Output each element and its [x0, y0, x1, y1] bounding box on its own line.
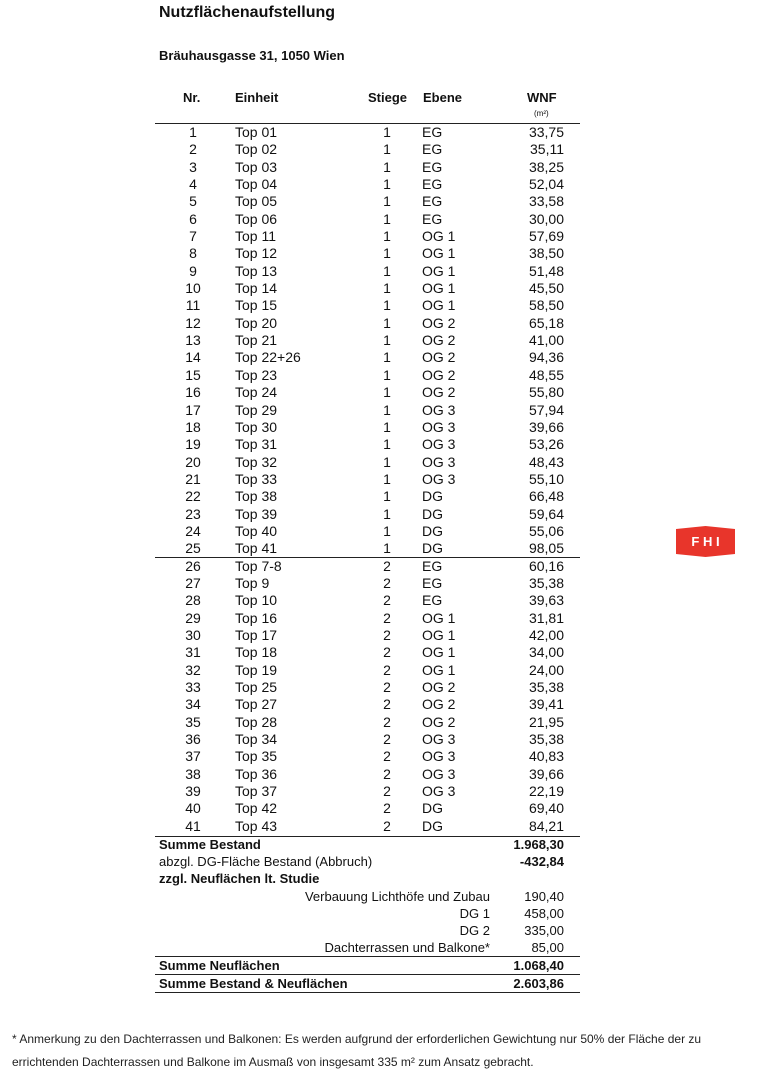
cell-nr: 1: [189, 124, 197, 140]
cell-wnf: 40,83: [528, 748, 564, 765]
cell-wnf: 35,38: [528, 679, 564, 695]
cell-wnf: 38,25: [528, 158, 564, 175]
cell-stiege: 2: [383, 679, 391, 695]
table-row: [155, 558, 580, 575]
address: Bräuhausgasse 31, 1050 Wien: [159, 48, 345, 63]
cell-wnf: 30,00: [528, 210, 564, 227]
cell-ebene: DG: [422, 800, 443, 817]
page-title: Nutzflächenaufstellung: [159, 4, 336, 21]
table-row: [155, 297, 580, 314]
cell-ebene: OG 2: [422, 696, 456, 713]
cell-stiege: 2: [383, 817, 391, 834]
cell-wnf: 59,64: [528, 505, 564, 522]
cell-wnf: 94,36: [528, 349, 564, 366]
cell-nr: 37: [185, 748, 201, 765]
cell-wnf: 31,81: [528, 609, 564, 626]
cell-stiege: 1: [383, 522, 391, 539]
cell-wnf: 60,16: [528, 557, 564, 574]
logo-text: F H I: [691, 534, 720, 549]
cell-nr: 29: [185, 609, 201, 626]
cell-nr: 8: [189, 245, 197, 262]
cell-einheit: Top 06: [235, 210, 278, 227]
neu-item-value: 85,00: [531, 940, 564, 955]
table-row: [155, 696, 580, 713]
cell-wnf: 65,18: [528, 314, 564, 331]
cell-ebene: OG 3: [422, 453, 456, 470]
cell-nr: 15: [185, 366, 201, 383]
cell-stiege: 2: [383, 783, 391, 800]
cell-nr: 25: [185, 540, 201, 557]
table-row: [155, 627, 580, 644]
cell-nr: 21: [185, 470, 201, 487]
cell-nr: 36: [185, 731, 201, 748]
cell-stiege: 1: [383, 280, 391, 297]
cell-ebene: EG: [422, 210, 443, 227]
neu-item-label: Verbauung Lichthöfe und Zubau: [304, 889, 490, 904]
cell-ebene: OG 1: [422, 228, 456, 245]
summe-total-label: Summe Bestand & Neuflächen: [159, 976, 348, 991]
cell-stiege: 1: [383, 297, 391, 314]
unit-table: [155, 124, 580, 835]
cell-nr: 33: [185, 679, 201, 695]
cell-einheit: Top 24: [235, 384, 278, 401]
cell-wnf: 39,41: [528, 696, 564, 713]
neu-item: [155, 905, 580, 922]
cell-nr: 24: [185, 522, 201, 539]
cell-nr: 41: [185, 817, 201, 834]
cell-stiege: 1: [383, 470, 391, 487]
cell-wnf: 51,48: [528, 262, 564, 279]
cell-stiege: 2: [383, 731, 391, 748]
cell-nr: 4: [189, 176, 197, 193]
cell-nr: 22: [185, 488, 201, 505]
cell-nr: 11: [185, 297, 201, 314]
neu-item: [155, 922, 580, 939]
cell-nr: 13: [185, 332, 201, 349]
cell-ebene: EG: [422, 176, 443, 193]
cell-stiege: 1: [383, 158, 391, 175]
cell-wnf: 38,50: [528, 245, 564, 262]
table-row: [155, 367, 580, 384]
cell-wnf: 42,00: [528, 626, 564, 643]
cell-einheit: Top 37: [235, 783, 278, 800]
cell-ebene: DG: [422, 817, 443, 834]
column-header-wnf: WNF: [527, 90, 557, 105]
cell-wnf: 33,75: [528, 124, 564, 140]
cell-stiege: 2: [383, 696, 391, 713]
table-row: [155, 349, 580, 366]
zzgl-label: zzgl. Neuflächen lt. Studie: [159, 871, 320, 886]
table-row: [155, 471, 580, 488]
cell-nr: 2: [189, 141, 197, 158]
cell-einheit: Top 36: [235, 765, 278, 782]
cell-wnf: 53,26: [528, 436, 564, 453]
cell-ebene: DG: [422, 522, 443, 539]
cell-stiege: 1: [383, 176, 391, 193]
cell-nr: 3: [189, 158, 197, 175]
cell-stiege: 2: [383, 644, 391, 661]
table-row: [155, 402, 580, 419]
neu-item-label: DG 1: [459, 906, 490, 921]
cell-wnf: 58,50: [528, 297, 564, 314]
cell-nr: 9: [189, 262, 197, 279]
cell-ebene: OG 3: [422, 418, 456, 435]
cell-einheit: Top 16: [235, 609, 278, 626]
cell-stiege: 1: [383, 124, 391, 140]
cell-ebene: EG: [422, 193, 443, 210]
cell-einheit: Top 01: [235, 124, 278, 140]
cell-nr: 27: [185, 574, 201, 591]
table-row: [155, 159, 580, 176]
cell-stiege: 1: [383, 366, 391, 383]
cell-ebene: OG 3: [422, 783, 456, 800]
cell-nr: 16: [185, 384, 201, 401]
cell-einheit: Top 31: [235, 436, 278, 453]
cell-stiege: 1: [383, 332, 391, 349]
cell-einheit: Top 20: [235, 314, 278, 331]
table-row: [155, 714, 580, 731]
summe-neu-value: 1.068,40: [513, 958, 564, 973]
cell-einheit: Top 43: [235, 817, 278, 834]
cell-nr: 31: [185, 644, 201, 661]
cell-einheit: Top 03: [235, 158, 278, 175]
cell-einheit: Top 42: [235, 800, 278, 817]
cell-wnf: 39,63: [528, 592, 564, 609]
cell-ebene: OG 1: [422, 661, 456, 678]
cell-wnf: 45,50: [528, 280, 564, 297]
cell-ebene: OG 2: [422, 713, 456, 730]
cell-einheit: Top 9: [235, 574, 270, 591]
cell-wnf: 55,06: [528, 522, 564, 539]
cell-ebene: EG: [422, 592, 443, 609]
cell-nr: 23: [185, 505, 201, 522]
cell-stiege: 1: [383, 436, 391, 453]
table-row: [155, 245, 580, 262]
column-header-ebene: Ebene: [423, 90, 463, 105]
fhi-logo: [676, 526, 735, 557]
footnote: * Anmerkung zu den Dachterrassen und Balkonen: Es werden aufgrund der erforderlichen Gewichtung nur 50% der Fläche der zu errichtenden Dachterrassen und Balkone im Ausmaß von insgesamt 335 m² zum Ansatz gebracht.: [12, 1032, 702, 1069]
cell-einheit: Top 30: [235, 418, 278, 435]
summary-row-zzgl: [155, 870, 580, 887]
cell-einheit: Top 21: [235, 332, 278, 349]
cell-nr: 17: [185, 401, 201, 418]
cell-nr: 26: [185, 557, 201, 574]
cell-nr: 30: [185, 626, 201, 643]
cell-einheit: Top 05: [235, 193, 278, 210]
table-row: [155, 263, 580, 280]
cell-ebene: OG 1: [422, 609, 456, 626]
cell-ebene: OG 3: [422, 470, 456, 487]
cell-einheit: Top 28: [235, 713, 278, 730]
cell-wnf: 24,00: [528, 661, 564, 678]
cell-einheit: Top 22+26: [235, 349, 301, 366]
summary-row-bestand: [155, 836, 580, 853]
table-row: [155, 141, 580, 158]
cell-wnf: 41,00: [528, 332, 564, 349]
table-row: [155, 193, 580, 210]
cell-ebene: EG: [422, 141, 443, 158]
cell-ebene: EG: [422, 158, 443, 175]
cell-einheit: Top 15: [235, 297, 278, 314]
summe-bestand-label: Summe Bestand: [159, 837, 261, 852]
cell-wnf: 39,66: [528, 765, 564, 782]
cell-einheit: Top 39: [235, 505, 278, 522]
table-row: [155, 280, 580, 297]
cell-nr: 5: [189, 193, 197, 210]
abzgl-label: abzgl. DG-Fläche Bestand (Abbruch): [159, 854, 373, 869]
cell-ebene: DG: [422, 540, 443, 557]
cell-stiege: 2: [383, 800, 391, 817]
neu-item-value: 190,40: [524, 889, 564, 904]
cell-wnf: 84,21: [528, 817, 564, 834]
cell-wnf: 98,05: [528, 540, 564, 557]
cell-wnf: 69,40: [528, 800, 564, 817]
cell-einheit: Top 33: [235, 470, 278, 487]
cell-stiege: 1: [383, 141, 391, 158]
cell-wnf: 22,19: [528, 783, 564, 800]
cell-nr: 40: [185, 800, 201, 817]
cell-stiege: 1: [383, 193, 391, 210]
cell-nr: 35: [185, 713, 201, 730]
cell-einheit: Top 35: [235, 748, 278, 765]
summe-total-value: 2.603,86: [513, 976, 564, 991]
table-row: [155, 800, 580, 817]
table-row: [155, 228, 580, 245]
cell-einheit: Top 27: [235, 696, 278, 713]
cell-stiege: 1: [383, 245, 391, 262]
cell-stiege: 2: [383, 557, 391, 574]
cell-stiege: 1: [383, 540, 391, 557]
table-row: [155, 176, 580, 193]
cell-ebene: OG 2: [422, 314, 456, 331]
neu-item-label: DG 2: [459, 923, 490, 938]
cell-ebene: OG 1: [422, 280, 456, 297]
cell-stiege: 1: [383, 228, 391, 245]
cell-nr: 32: [185, 661, 201, 678]
cell-einheit: Top 32: [235, 453, 278, 470]
cell-wnf: 39,66: [528, 418, 564, 435]
table-row: [155, 332, 580, 349]
column-header-einheit: Einheit: [235, 90, 279, 105]
table-row: [155, 419, 580, 436]
cell-einheit: Top 10: [235, 592, 278, 609]
cell-stiege: 1: [383, 505, 391, 522]
cell-ebene: OG 3: [422, 748, 456, 765]
cell-stiege: 1: [383, 453, 391, 470]
cell-ebene: OG 3: [422, 401, 456, 418]
cell-wnf: 57,69: [528, 228, 564, 245]
cell-wnf: 21,95: [528, 713, 564, 730]
cell-stiege: 2: [383, 592, 391, 609]
cell-einheit: Top 40: [235, 522, 278, 539]
table-row: [155, 506, 580, 523]
cell-einheit: Top 29: [235, 401, 278, 418]
cell-ebene: OG 2: [422, 679, 456, 695]
neu-item-label: Dachterrassen und Balkone*: [324, 940, 490, 955]
cell-wnf: 35,38: [528, 731, 564, 748]
cell-wnf: 66,48: [528, 488, 564, 505]
cell-einheit: Top 38: [235, 488, 278, 505]
cell-einheit: Top 23: [235, 366, 278, 383]
table-row: [155, 610, 580, 627]
cell-einheit: Top 02: [235, 141, 278, 158]
cell-wnf: 57,94: [528, 401, 564, 418]
table-row: [155, 575, 580, 592]
table-row: [155, 315, 580, 332]
cell-einheit: Top 14: [235, 280, 278, 297]
cell-einheit: Top 04: [235, 176, 278, 193]
cell-nr: 14: [185, 349, 201, 366]
cell-ebene: OG 1: [422, 644, 456, 661]
bottom-divider: [155, 992, 580, 993]
table-row: [155, 644, 580, 661]
table-row: [155, 211, 580, 228]
table-row: [155, 540, 580, 557]
cell-stiege: 1: [383, 401, 391, 418]
table-row: [155, 592, 580, 609]
cell-einheit: Top 7-8: [235, 557, 282, 574]
summary-row-neu: [155, 957, 580, 974]
cell-stiege: 2: [383, 713, 391, 730]
stiege-divider: [155, 557, 580, 558]
table-row: [155, 818, 580, 835]
table-row: [155, 679, 580, 696]
cell-nr: 6: [189, 210, 197, 227]
table-row: [155, 662, 580, 679]
cell-ebene: EG: [422, 557, 443, 574]
cell-ebene: OG 3: [422, 731, 456, 748]
neu-item-value: 458,00: [524, 906, 564, 921]
table-row: [155, 748, 580, 765]
cell-stiege: 2: [383, 661, 391, 678]
cell-einheit: Top 18: [235, 644, 278, 661]
cell-stiege: 1: [383, 210, 391, 227]
cell-wnf: 48,55: [528, 366, 564, 383]
cell-nr: 20: [185, 453, 201, 470]
cell-stiege: 1: [383, 349, 391, 366]
cell-wnf: 52,04: [528, 176, 564, 193]
cell-einheit: Top 19: [235, 661, 278, 678]
cell-ebene: OG 1: [422, 245, 456, 262]
cell-wnf: 55,10: [528, 470, 564, 487]
column-header-stiege: Stiege: [368, 90, 408, 105]
cell-wnf: 34,00: [528, 644, 564, 661]
cell-stiege: 1: [383, 488, 391, 505]
cell-stiege: 2: [383, 748, 391, 765]
cell-ebene: DG: [422, 488, 443, 505]
cell-ebene: DG: [422, 505, 443, 522]
table-row: [155, 124, 580, 141]
table-row: [155, 454, 580, 471]
cell-ebene: OG 3: [422, 436, 456, 453]
cell-ebene: OG 1: [422, 262, 456, 279]
cell-wnf: 55,80: [528, 384, 564, 401]
table-row: [155, 384, 580, 401]
cell-wnf: 33,58: [528, 193, 564, 210]
cell-stiege: 2: [383, 609, 391, 626]
cell-nr: 7: [189, 228, 197, 245]
cell-wnf: 35,38: [528, 574, 564, 591]
cell-einheit: Top 17: [235, 626, 278, 643]
cell-ebene: OG 2: [422, 366, 456, 383]
cell-nr: 10: [185, 280, 201, 297]
cell-ebene: EG: [422, 124, 443, 140]
neu-item-value: 335,00: [524, 923, 564, 938]
cell-einheit: Top 12: [235, 245, 278, 262]
abzgl-value: -432,84: [519, 854, 564, 869]
table-row: [155, 783, 580, 800]
table-row: [155, 766, 580, 783]
cell-ebene: OG 2: [422, 349, 456, 366]
cell-stiege: 2: [383, 765, 391, 782]
cell-nr: 18: [185, 418, 201, 435]
cell-stiege: 2: [383, 574, 391, 591]
cell-stiege: 1: [383, 262, 391, 279]
table-row: [155, 731, 580, 748]
cell-nr: 12: [185, 314, 201, 331]
cell-wnf: 35,11: [530, 141, 564, 158]
cell-einheit: Top 25: [235, 679, 278, 695]
cell-stiege: 1: [383, 418, 391, 435]
cell-einheit: Top 34: [235, 731, 278, 748]
cell-stiege: 2: [383, 626, 391, 643]
cell-nr: 19: [185, 436, 201, 453]
cell-ebene: OG 3: [422, 765, 456, 782]
column-header-nr: Nr.: [183, 90, 201, 105]
cell-wnf: 48,43: [528, 453, 564, 470]
cell-nr: 38: [185, 765, 201, 782]
cell-stiege: 1: [383, 384, 391, 401]
cell-ebene: OG 2: [422, 384, 456, 401]
cell-ebene: OG 1: [422, 297, 456, 314]
table-row: [155, 436, 580, 453]
summary-row-total: [155, 975, 580, 992]
cell-nr: 34: [185, 696, 201, 713]
table-row: [155, 523, 580, 540]
cell-ebene: EG: [422, 574, 443, 591]
column-header-wnf-unit: (m²): [534, 109, 549, 118]
cell-einheit: Top 13: [235, 262, 278, 279]
neu-item: [155, 888, 580, 905]
table-row: [155, 488, 580, 505]
summary-row-abzgl: [155, 853, 580, 870]
summe-neu-label: Summe Neuflächen: [159, 958, 280, 973]
cell-nr: 39: [185, 783, 201, 800]
cell-einheit: Top 11: [235, 228, 276, 245]
cell-einheit: Top 41: [235, 540, 278, 557]
neu-item: [155, 939, 580, 956]
summe-bestand-value: 1.968,30: [513, 837, 564, 852]
cell-ebene: OG 1: [422, 626, 456, 643]
cell-ebene: OG 2: [422, 332, 456, 349]
cell-stiege: 1: [383, 314, 391, 331]
cell-nr: 28: [185, 592, 201, 609]
